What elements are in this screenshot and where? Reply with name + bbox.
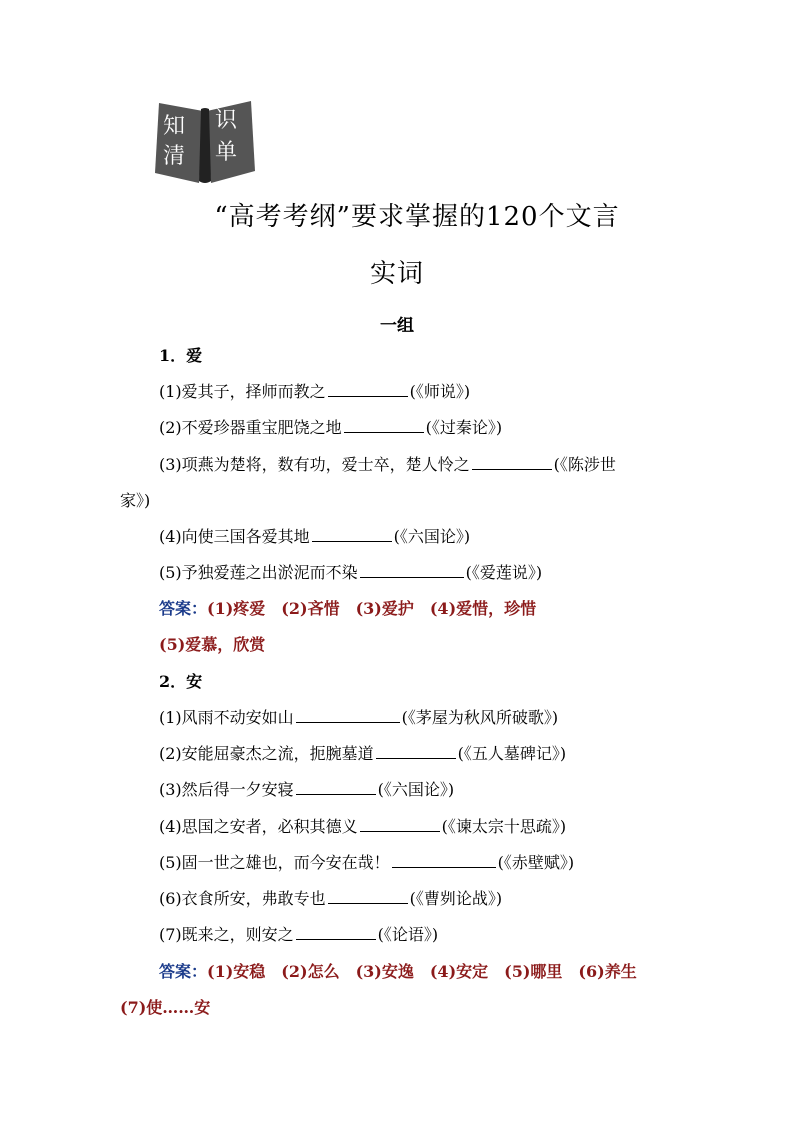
question-source: (《论语》)	[377, 925, 439, 944]
answer-line-continued	[159, 633, 265, 657]
question-source: (《赤壁赋》)	[497, 853, 575, 872]
question-source: (《六国论》)	[393, 527, 471, 546]
question-text: (2)安能屈豪杰之流，扼腕墓道	[159, 744, 374, 763]
question-source: (《过秦论》)	[425, 418, 503, 437]
answer-item: (2)吝惜	[281, 599, 340, 618]
answer-blank	[296, 778, 376, 795]
question-item	[159, 561, 542, 585]
answer-blank	[296, 923, 376, 940]
answer-blank	[312, 525, 392, 542]
question-text: (5)予独爱莲之出淤泥而不染	[159, 563, 358, 582]
answer-blank	[328, 887, 408, 904]
answer-item: (4)爱惜，珍惜	[429, 599, 537, 618]
answer-item: (1)安稳	[207, 962, 266, 981]
logo-char-shi: 识	[215, 108, 238, 133]
question-item	[159, 887, 502, 911]
question-source: (《谏太宗十思疏》)	[441, 817, 567, 836]
question-item	[159, 815, 566, 839]
question-source: (《曹刿论战》)	[409, 889, 503, 908]
answer-item: (4)安定	[429, 962, 489, 981]
answer-item: (7)使……安	[120, 998, 211, 1017]
question-text: (3)项燕为楚将，数有功，爱士卒，楚人怜之	[159, 455, 470, 474]
answer-label: 答案：	[159, 599, 208, 618]
question-item	[159, 453, 616, 477]
question-text: (2)不爱珍器重宝肥饶之地	[159, 418, 342, 437]
answer-blank	[360, 815, 440, 832]
answer-line	[159, 960, 637, 984]
question-item	[159, 706, 558, 730]
question-text: (1)风雨不动安如山	[159, 708, 294, 727]
answer-blank	[392, 851, 496, 868]
question-item	[159, 416, 502, 440]
answer-line-continued	[120, 996, 210, 1020]
answer-blank	[376, 742, 456, 759]
answer-blank	[344, 416, 424, 433]
section-heading-ai: 1．爱	[159, 346, 203, 365]
question-item	[159, 525, 470, 549]
question-source: (《五人墓碑记》)	[457, 744, 567, 763]
page-title-line1: “高考考纲”要求掌握的120个文言	[214, 202, 620, 232]
question-text: (3)然后得一夕安寝	[159, 780, 294, 799]
question-item	[159, 923, 438, 947]
question-text: (5)固一世之雄也，而今安在哉！	[159, 853, 390, 872]
answer-item: (3)安逸	[355, 962, 414, 981]
question-text: (7)既来之，则安之	[159, 925, 294, 944]
answer-blank	[328, 380, 408, 397]
question-source-continued: 家》)	[120, 491, 151, 510]
question-text: (1)爱其子，择师而教之	[159, 382, 326, 401]
question-item	[159, 742, 566, 766]
group-heading: 一组	[380, 316, 414, 336]
answer-item: (5)哪里	[504, 962, 563, 981]
answer-item: (1)疼爱	[207, 599, 266, 618]
logo-char-zhi: 知	[163, 114, 186, 139]
answer-blank	[472, 453, 552, 470]
page-title-line2: 实词	[369, 259, 424, 289]
answer-item: (3)爱护	[355, 599, 414, 618]
question-text: (6)衣食所安，弗敢专也	[159, 889, 326, 908]
question-item	[159, 778, 454, 802]
question-item	[159, 851, 574, 875]
answer-blank	[296, 706, 400, 723]
question-source: (《爱莲说》)	[465, 563, 543, 582]
answer-item: (6)养生	[578, 962, 637, 981]
question-text: (4)向使三国各爱其地	[159, 527, 310, 546]
logo-char-dan: 单	[215, 140, 238, 165]
answer-item: (2)怎么	[281, 962, 340, 981]
logo-char-qing: 清	[163, 144, 186, 169]
section-heading-an: 2．安	[159, 672, 203, 691]
question-source: (《茅屋为秋风所破歌》)	[401, 708, 559, 727]
question-item	[159, 380, 470, 404]
answer-blank	[360, 561, 464, 578]
question-text: (4)思国之安者，必积其德义	[159, 817, 358, 836]
knowledge-list-logo	[155, 97, 255, 183]
question-source: (《师说》)	[409, 382, 471, 401]
question-source: (《陈涉世	[553, 455, 616, 474]
answer-item: (5)爱慕，欣赏	[159, 635, 266, 654]
answer-line	[159, 597, 552, 621]
answer-label: 答案：	[159, 962, 208, 981]
question-source: (《六国论》)	[377, 780, 455, 799]
